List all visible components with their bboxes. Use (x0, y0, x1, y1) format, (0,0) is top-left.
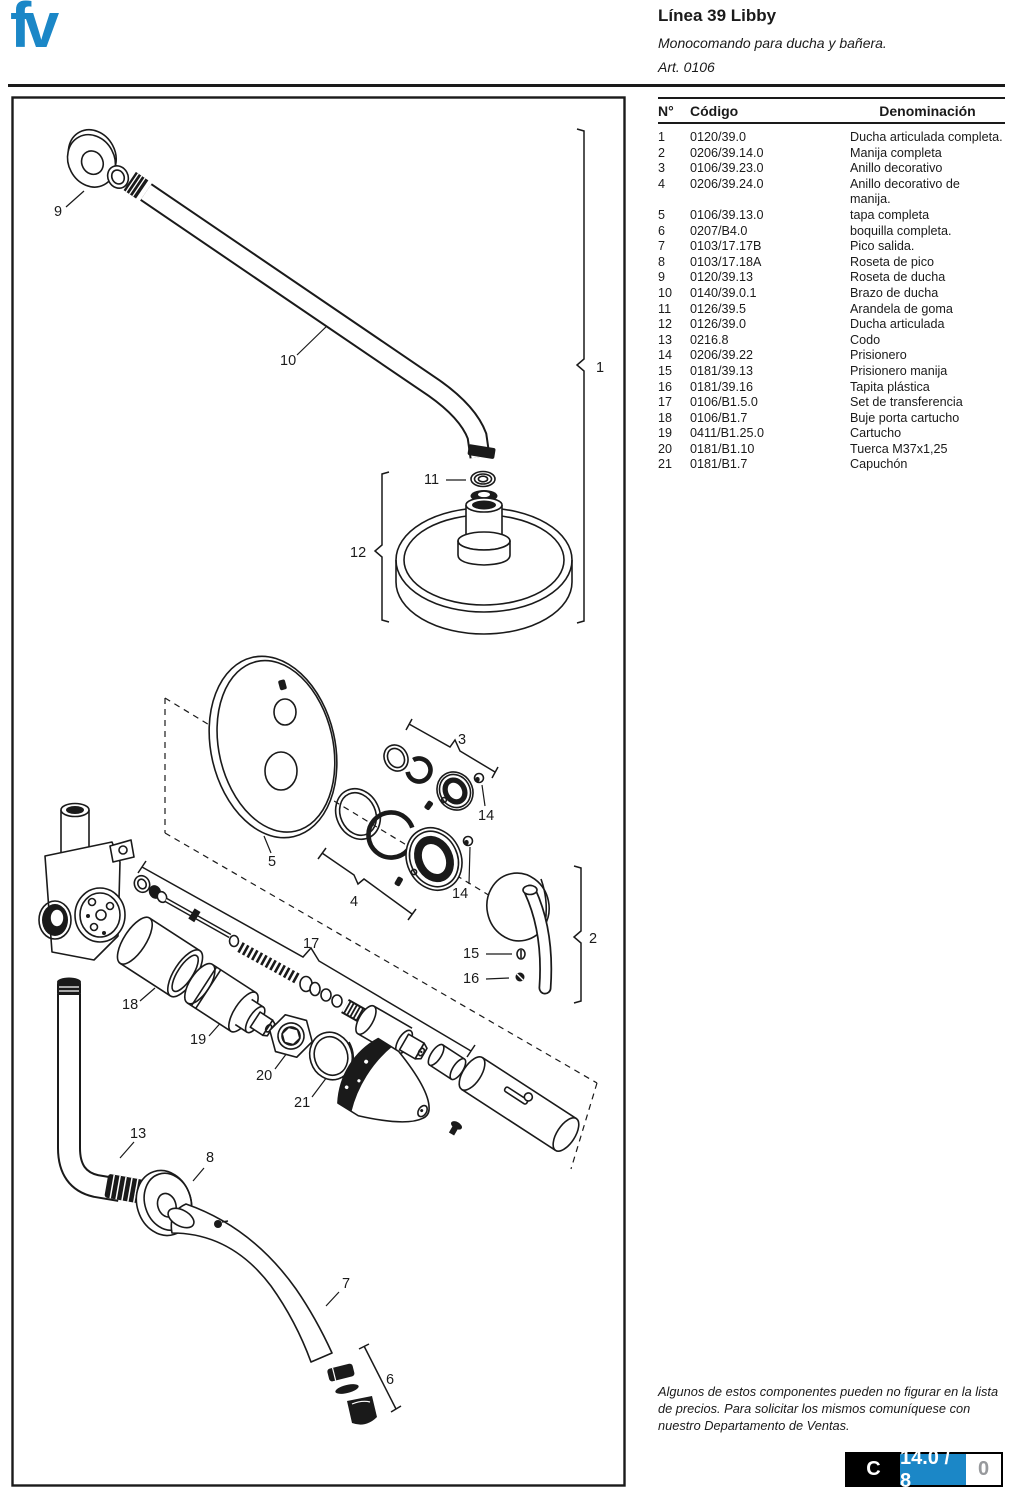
table-row (658, 130, 1005, 146)
part-number-cell: 3 (658, 161, 666, 176)
part-number-cell: 5 (658, 207, 666, 222)
part-name-cell: Roseta de ducha (850, 270, 946, 285)
table-row (658, 161, 1005, 177)
col-header-code: Código (690, 103, 739, 119)
part-number-cell: 16 (658, 379, 673, 394)
fv-logo: fv (10, 0, 52, 61)
callout-13: 13 (130, 1126, 147, 1142)
table-row (658, 333, 1005, 349)
table-row (658, 411, 1005, 427)
part-code-cell: 0103/17.17B (690, 239, 762, 254)
part-code-cell: 0216.8 (690, 332, 729, 347)
part-9-roseta-de-ducha (57, 121, 133, 195)
page-title: Línea 39 Libby (658, 6, 777, 25)
part-name-cell: Anillo decorativo de manija. (850, 176, 960, 207)
part-number-cell: 6 (658, 223, 666, 238)
part-number-cell: 11 (658, 301, 672, 316)
part-20-tuerca (267, 1010, 315, 1062)
table-header-row (658, 99, 1005, 122)
parts-table-rows (658, 124, 1005, 473)
part-number-cell: 17 (658, 395, 673, 410)
callout-2: 2 (589, 931, 598, 947)
badge-revision: 0 (966, 1454, 1001, 1485)
part-number-cell: 15 (658, 363, 673, 378)
part-code-cell: 0140/39.0.1 (690, 285, 757, 300)
callout-15: 15 (463, 946, 480, 962)
part-code-cell: 0103/17.18A (690, 254, 762, 269)
part-name-cell: Ducha articulada completa. (850, 130, 1003, 144)
table-row (658, 239, 1005, 255)
part-name-cell: Anillo decorativo (850, 161, 943, 176)
callout-4: 4 (350, 894, 359, 910)
doc-code-badge (845, 1446, 1003, 1492)
part-number-cell: 8 (658, 254, 666, 269)
part-3-anillo-decorativo (379, 741, 480, 817)
part-name-cell: tapa completa (850, 207, 930, 222)
table-row (658, 208, 1005, 224)
part-number-cell: 10 (658, 285, 673, 300)
col-header-number: N° (658, 103, 674, 119)
part-code-cell: 0120/39.0 (690, 130, 747, 144)
part-name-cell: Tuerca M37x1,25 (850, 441, 948, 456)
part-name-cell: Pico salida. (850, 239, 915, 254)
callout-19: 19 (190, 1032, 207, 1048)
part-name-cell: Prisionero manija (850, 363, 948, 378)
parts-table (658, 97, 1005, 473)
part-number-cell: 7 (658, 239, 666, 254)
part-code-cell: 0106/B1.5.0 (690, 395, 758, 410)
callout-21: 21 (294, 1095, 311, 1111)
part-code-cell: 0181/B1.10 (690, 441, 755, 456)
part-name-cell: Set de transferencia (850, 395, 963, 410)
part-code-cell: 0206/39.14.0 (690, 145, 764, 160)
table-row (658, 302, 1005, 318)
part-number-cell: 13 (658, 332, 673, 347)
part-name-cell: Capuchón (850, 457, 908, 472)
table-row (658, 348, 1005, 364)
part-code-cell: 0120/39.13 (690, 270, 754, 285)
exploded-diagram (11, 96, 627, 1494)
part-name-cell: boquilla completa. (850, 223, 952, 238)
col-header-name: Denominación (879, 103, 976, 119)
part-15-prisionero-manija (517, 949, 525, 959)
callout-11: 11 (424, 472, 440, 488)
part-name-cell: Tapita plástica (850, 379, 930, 394)
callout-8: 8 (206, 1150, 215, 1166)
part-11-arandela-de-goma (471, 472, 495, 487)
part-name-cell: Manija completa (850, 145, 942, 160)
part-number-cell: 21 (658, 457, 673, 472)
part-code-cell: 0206/39.24.0 (690, 176, 764, 191)
part-number-cell: 1 (658, 130, 666, 144)
callout-14: 14 (478, 808, 495, 824)
callout-14: 14 (452, 886, 469, 902)
transfer-tube (454, 1053, 584, 1156)
table-row (658, 395, 1005, 411)
table-row (658, 317, 1005, 333)
callout-12: 12 (350, 545, 367, 561)
table-row (658, 457, 1005, 473)
callout-7: 7 (342, 1276, 351, 1292)
part-2-manija-completa (481, 867, 556, 988)
callout-10: 10 (280, 353, 297, 369)
part-code-cell: 0181/39.13 (690, 363, 754, 378)
part-number-cell: 18 (658, 410, 673, 425)
callout-5: 5 (268, 854, 277, 870)
part-number-cell: 12 (658, 317, 673, 332)
callout-9: 9 (54, 204, 63, 220)
part-code-cell: 0181/39.16 (690, 379, 754, 394)
part-code-cell: 0411/B1.25.0 (690, 426, 764, 441)
table-row (658, 286, 1005, 302)
part-name-cell: Roseta de pico (850, 254, 935, 269)
part-code-cell: 0106/39.13.0 (690, 207, 764, 222)
part-number-cell: 20 (658, 441, 673, 456)
part-name-cell: Arandela de goma (850, 301, 953, 316)
callout-16: 16 (463, 971, 480, 987)
part-number-cell: 2 (658, 145, 666, 160)
table-row (658, 380, 1005, 396)
callout-20: 20 (256, 1068, 273, 1084)
availability-note: Algunos de estos componentes pueden no figurar en la lista de precios. Para solicitar los mismos comuníquese con nuestro Departamento de Ventas. (658, 1384, 999, 1433)
part-12-ducha-articulada (396, 490, 572, 634)
part-7-pico-salida (165, 1204, 332, 1362)
part-code-cell: 0106/B1.7 (690, 410, 748, 425)
table-row (658, 426, 1005, 442)
page-subtitle: Monocomando para ducha y bañera. (658, 35, 887, 51)
badge-class: C (847, 1454, 900, 1485)
part-16-tapita-plastica (516, 973, 525, 982)
table-row (658, 442, 1005, 458)
callout-3: 3 (458, 732, 467, 748)
small-screw (446, 1119, 463, 1137)
badge-value: 14.0 / 8 (900, 1454, 966, 1485)
part-name-cell: Codo (850, 332, 881, 347)
callout-6: 6 (386, 1372, 395, 1388)
part-code-cell: 0126/39.0 (690, 317, 747, 332)
header-rule (8, 84, 1005, 87)
part-name-cell: Ducha articulada (850, 317, 945, 332)
table-row (658, 177, 1005, 208)
valve-body (39, 804, 134, 961)
part-code-cell: 0206/39.22 (690, 348, 754, 363)
part-name-cell: Prisionero (850, 348, 907, 363)
part-number-cell: 14 (658, 348, 673, 363)
part-number-cell: 4 (658, 176, 666, 191)
part-code-cell: 0207/B4.0 (690, 223, 748, 238)
table-row (658, 224, 1005, 240)
part-code-cell: 0126/39.5 (690, 301, 747, 316)
table-row (658, 146, 1005, 162)
part-name-cell: Brazo de ducha (850, 285, 939, 300)
table-row (658, 255, 1005, 271)
callout-17: 17 (303, 936, 320, 952)
part-number-cell: 9 (658, 270, 666, 285)
part-10-brazo-de-ducha (124, 172, 496, 459)
part-code-cell: 0181/B1.7 (690, 457, 748, 472)
part-6-boquilla-completa (327, 1363, 377, 1424)
part-name-cell: Buje porta cartucho (850, 410, 960, 425)
table-row (658, 364, 1005, 380)
article-number: Art. 0106 (658, 59, 715, 75)
callout-1: 1 (596, 360, 605, 376)
part-code-cell: 0106/39.23.0 (690, 161, 764, 176)
part-name-cell: Cartucho (850, 426, 902, 441)
callout-18: 18 (122, 997, 139, 1013)
part-number-cell: 19 (658, 426, 673, 441)
part-5-tapa-completa (192, 643, 354, 850)
table-row (658, 270, 1005, 286)
